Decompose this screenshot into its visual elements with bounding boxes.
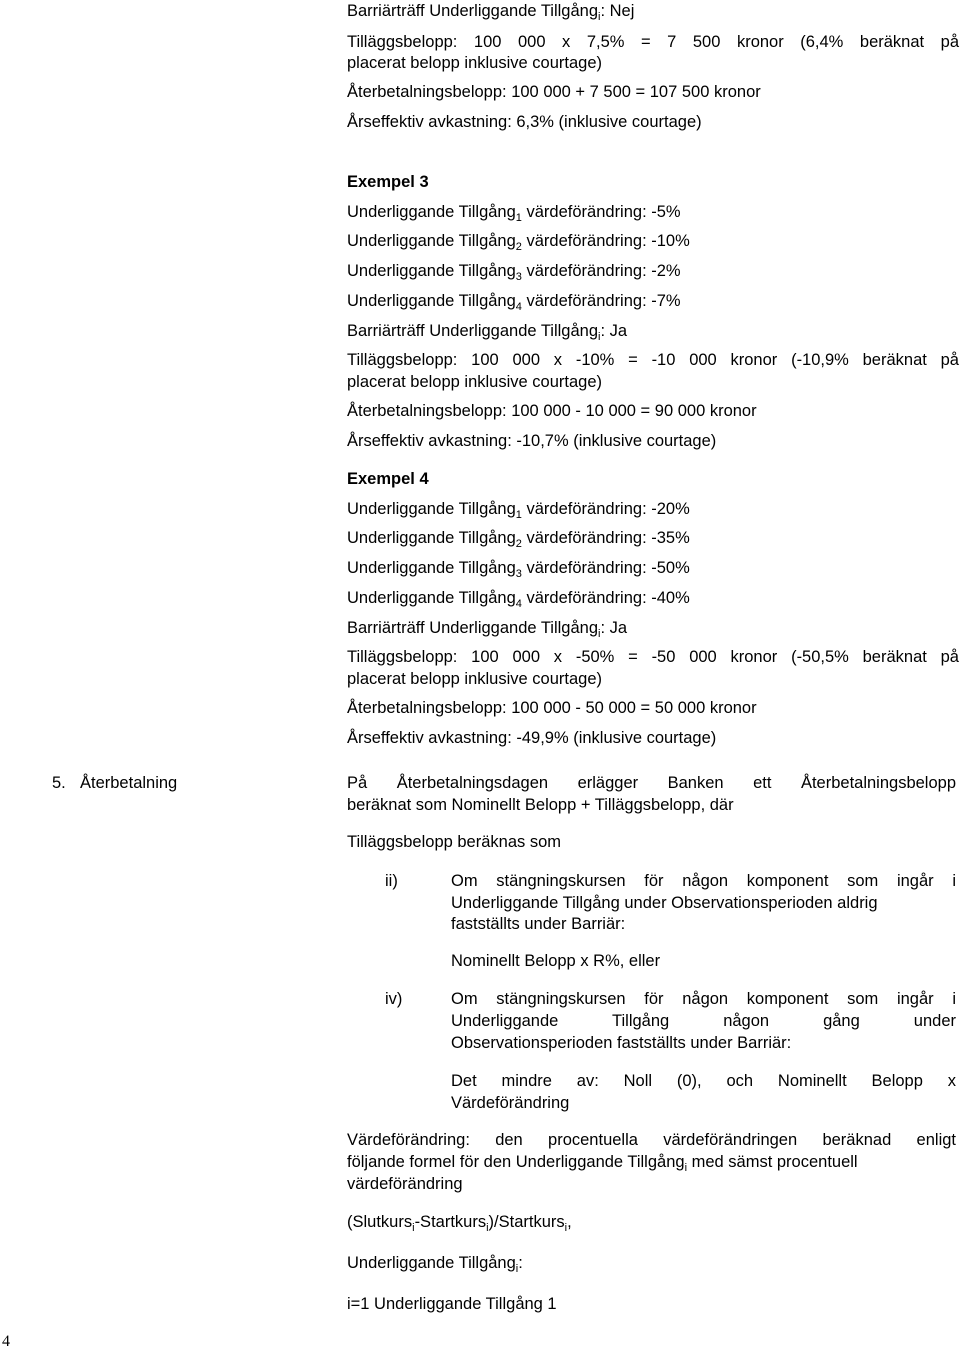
calc-intro: Tilläggsbelopp beräknas som <box>347 833 562 851</box>
ex3-asset2: Underliggande Tillgång$_2$ värdeförändring: -10% <box>347 232 690 253</box>
item-iv-line3: Observationsperioden fastställts under Barriär: <box>451 1034 792 1052</box>
ex2-arseffektiv: Årseffektiv avkastning: 6,3% (inklusive courtage) <box>347 113 702 131</box>
ex3-asset3: Underliggande Tillgång$_3$ värdeförändring: -2% <box>347 262 681 283</box>
ut-line: Underliggande Tillgång$_i$: <box>347 1254 523 1275</box>
item-ii-line2: Underliggande Tillgång under Observationsperioden aldrig <box>451 894 878 912</box>
section-title: Återbetalning <box>80 774 178 792</box>
vf-line1: Värdeförändring: den procentuella värdeförändringen beräknad enligt <box>347 1131 956 1149</box>
item-iv-line1: Om stängningskursen för någon komponent som ingår i <box>451 990 956 1008</box>
item-ii-formula: Nominellt Belopp x R%, eller <box>451 952 661 970</box>
ex3-asset1: Underliggande Tillgång$_1$ värdeförändring: -5% <box>347 203 681 224</box>
ex4-asset1: Underliggande Tillgång$_1$ värdeförändring: -20% <box>347 500 690 521</box>
example4-heading: Exempel 4 <box>347 470 429 488</box>
example3-heading: Exempel 3 <box>347 173 429 191</box>
formula-line: (Slutkurs$_i$-Startkurs$_i$)/Startkurs$_i$, <box>347 1213 572 1234</box>
ex2-tillagg-line2: placerat belopp inklusive courtage) <box>347 54 602 72</box>
ex3-tillagg-line2: placerat belopp inklusive courtage) <box>347 373 602 391</box>
vf-line2: följande formel för den Underliggande Tillgång$_i$ med sämst procentuell <box>347 1153 858 1174</box>
ex4-asset4: Underliggande Tillgång$_4$ värdeförändring: -40% <box>347 589 690 610</box>
ex4-tillagg-line2: placerat belopp inklusive courtage) <box>347 670 602 688</box>
item-iv-formula-line1: Det mindre av: Noll (0), och Nominellt Belopp x <box>451 1072 956 1090</box>
i1-line: i=1 Underliggande Tillgång 1 <box>347 1295 557 1313</box>
ex2-barrier-line: Barriärträff Underliggande Tillgång$_i$: Nej <box>347 2 635 23</box>
section-number: 5. <box>52 774 66 792</box>
ex3-aterbetalning: Återbetalningsbelopp: 100 000 - 10 000 = 90 000 kronor <box>347 402 757 420</box>
section5-intro-line1: På Återbetalningsdagen erlägger Banken ett Återbetalningsbelopp <box>347 774 956 792</box>
item-ii-label: ii) <box>385 872 398 890</box>
item-iv-formula-line2: Värdeförändring <box>451 1094 570 1112</box>
ex4-asset3: Underliggande Tillgång$_3$ värdeförändring: -50% <box>347 559 690 580</box>
ex4-barrier-line: Barriärträff Underliggande Tillgång$_i$: Ja <box>347 619 628 640</box>
item-ii-line3: fastställts under Barriär: <box>451 915 626 933</box>
vf-line3: värdeförändring <box>347 1175 463 1193</box>
ex4-tillagg-line1: Tilläggsbelopp: 100 000 x -50% = -50 000 kronor (-50,5% beräknat på <box>347 648 959 666</box>
ex4-aterbetalning: Återbetalningsbelopp: 100 000 - 50 000 = 50 000 kronor <box>347 699 757 717</box>
ex3-tillagg-line1: Tilläggsbelopp: 100 000 x -10% = -10 000 kronor (-10,9% beräknat på <box>347 351 959 369</box>
item-iv-label: iv) <box>385 990 403 1008</box>
item-iv-line2: Underliggande Tillgång någon gång under <box>451 1012 956 1030</box>
item-ii-line1: Om stängningskursen för någon komponent som ingår i <box>451 872 956 890</box>
ex2-tillagg-line1: Tilläggsbelopp: 100 000 x 7,5% = 7 500 kronor (6,4% beräknat på <box>347 33 959 51</box>
ex3-asset4: Underliggande Tillgång$_4$ värdeförändring: -7% <box>347 292 681 313</box>
section5-intro-line2: beräknat som Nominellt Belopp + Tilläggsbelopp, där <box>347 796 734 814</box>
page-number: 4 <box>2 1333 10 1350</box>
ex3-barrier-line: Barriärträff Underliggande Tillgång$_i$: Ja <box>347 322 628 343</box>
ex4-asset2: Underliggande Tillgång$_2$ värdeförändring: -35% <box>347 529 690 550</box>
ex2-aterbetalning: Återbetalningsbelopp: 100 000 + 7 500 = 107 500 kronor <box>347 83 761 101</box>
ex4-arseffektiv: Årseffektiv avkastning: -49,9% (inklusive courtage) <box>347 729 717 747</box>
ex3-arseffektiv: Årseffektiv avkastning: -10,7% (inklusive courtage) <box>347 432 717 450</box>
